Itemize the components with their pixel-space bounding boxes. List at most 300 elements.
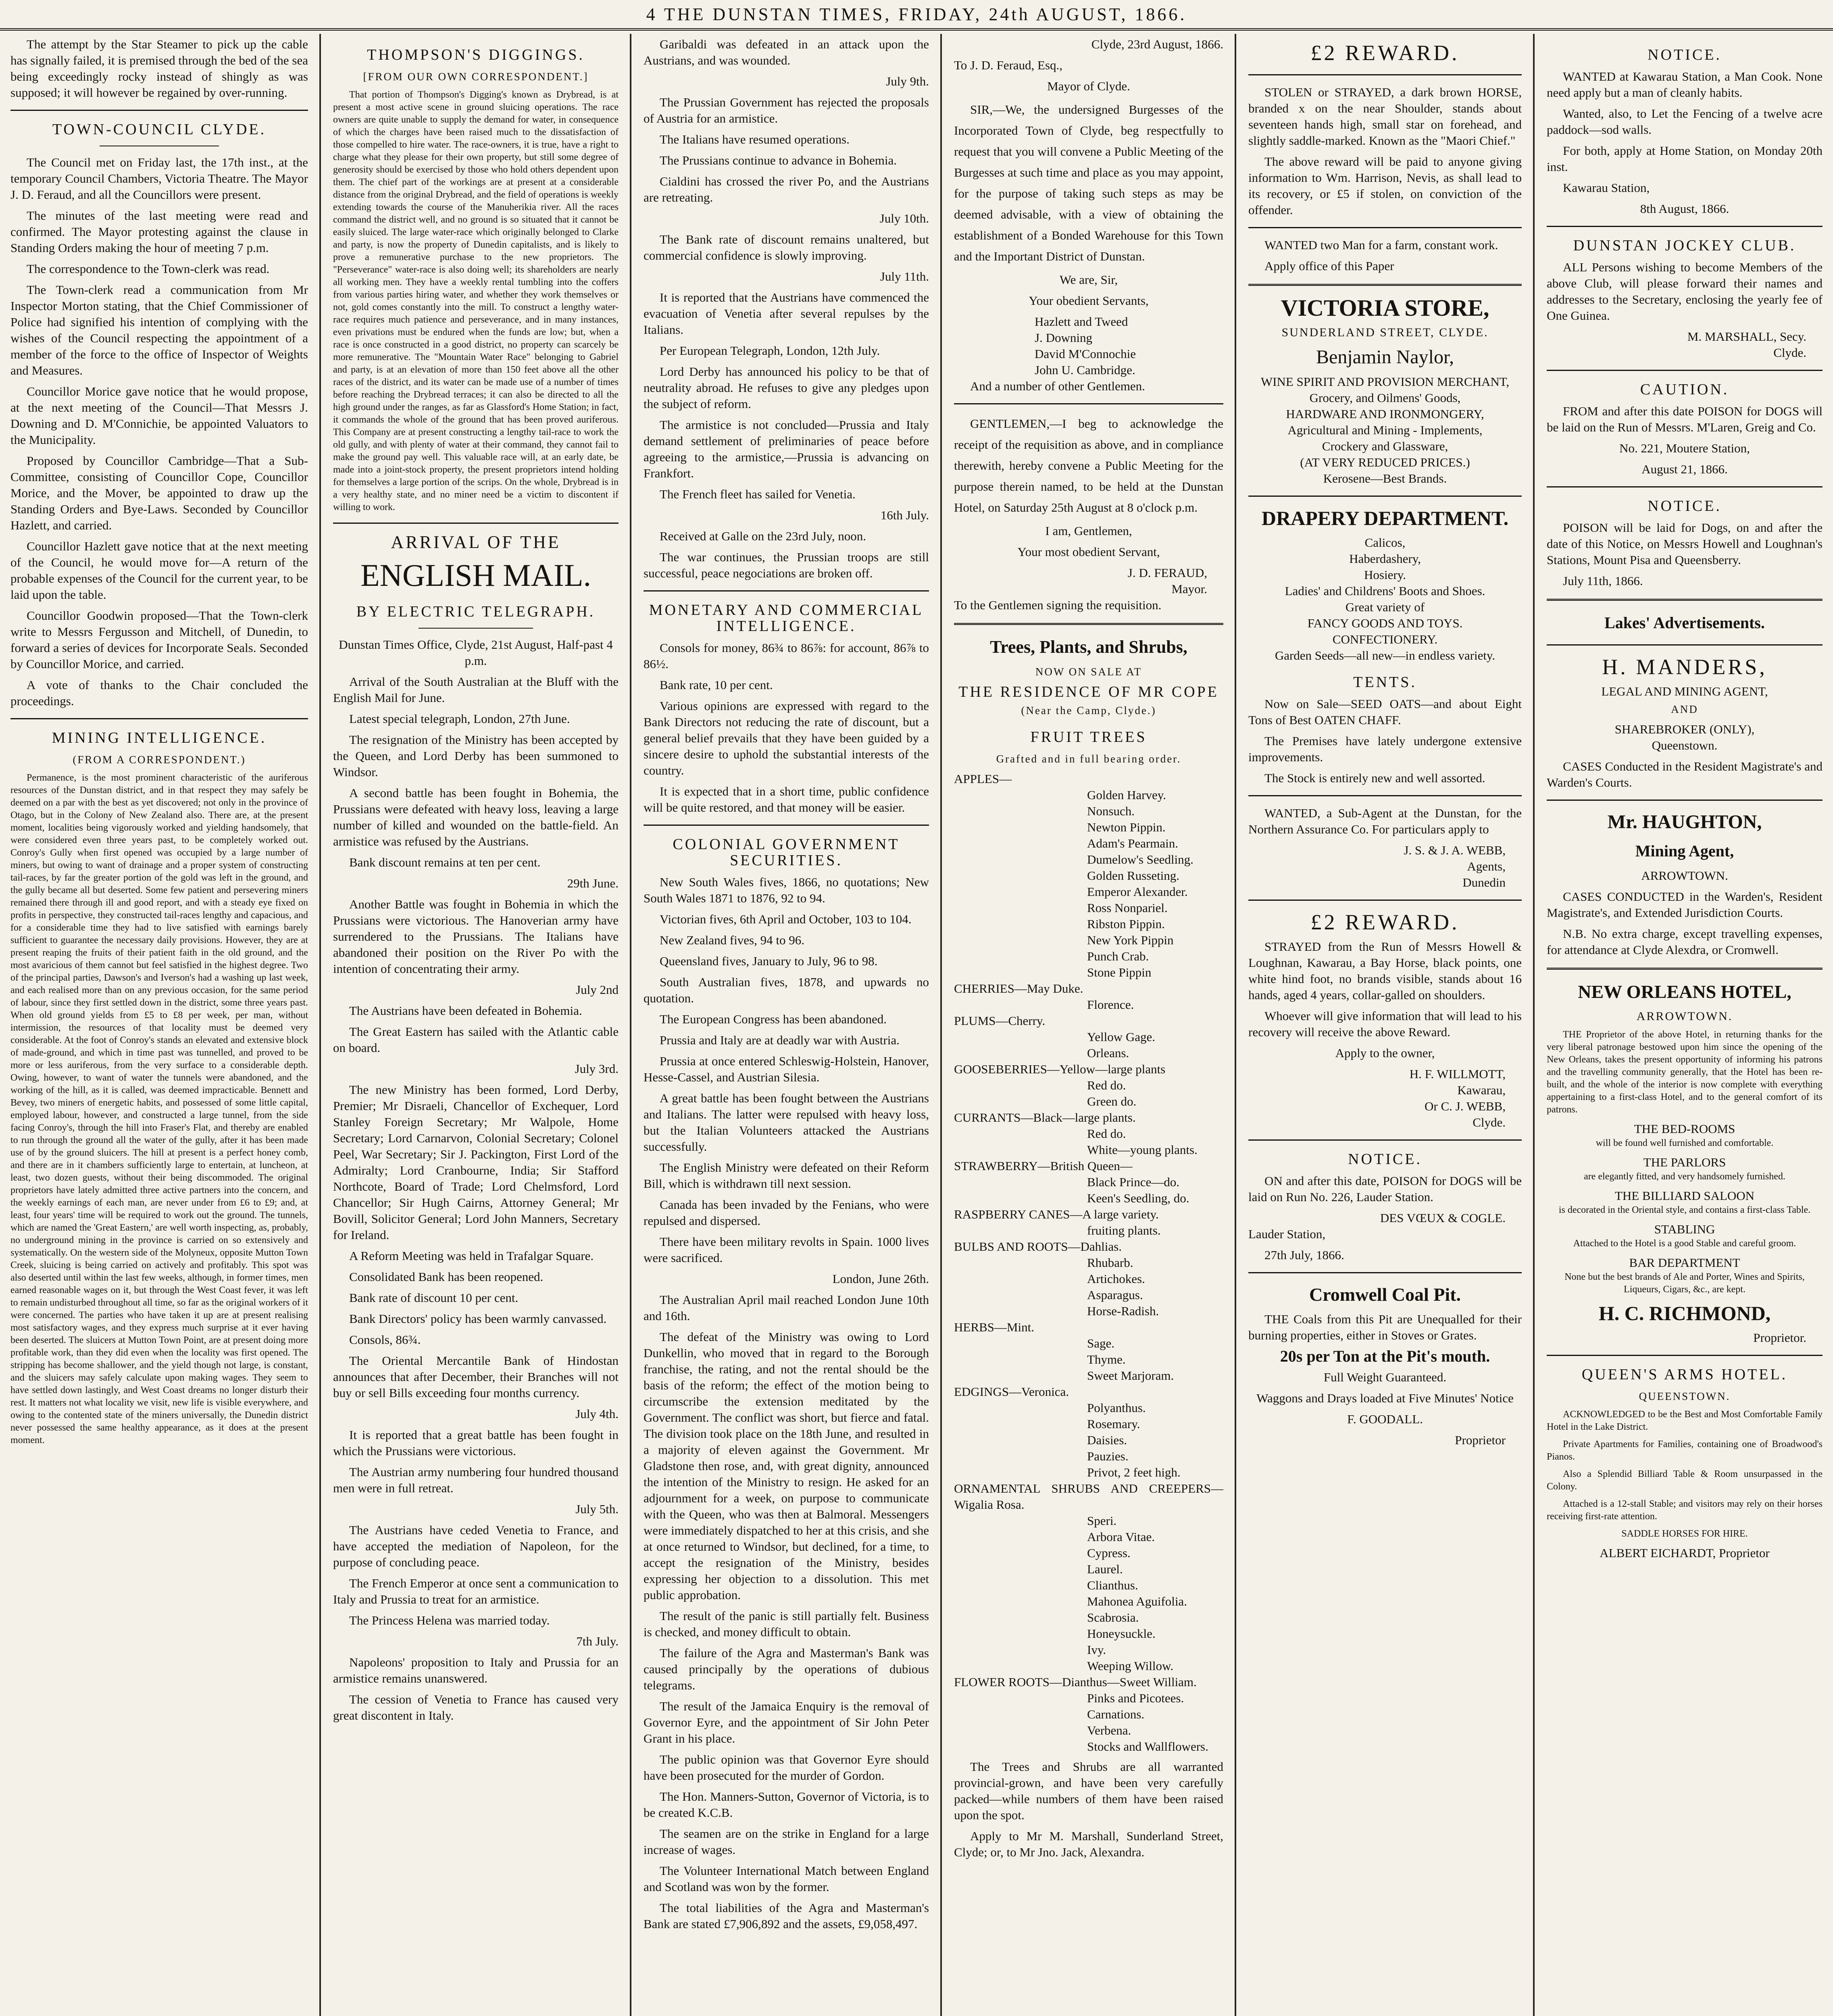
plant-line: Sage. <box>1087 1336 1115 1350</box>
trees-heading: Trees, Plants, and Shrubs, <box>990 637 1187 657</box>
council-paragraph: The minutes of the last meeting were read and confirmed. The Mayor protesting against the clause in Standing Orders making the hour of meeting 7 p.m. <box>10 208 308 255</box>
mail-paragraph: Bank discount remains at ten per cent. <box>349 855 541 869</box>
colonial-paragraph: New Zealand fives, 94 to 96. <box>660 933 804 947</box>
plant-line: CHERRIES—May Duke. <box>954 981 1083 996</box>
coal-heading: Cromwell Coal Pit. <box>1309 1284 1461 1305</box>
requisition-dateline: Clyde, 23rd August, 1866. <box>1091 37 1223 51</box>
fruit-sub: Grafted and in full bearing order. <box>996 753 1181 765</box>
mail-paragraph: The Oriental Mercantile Bank of Hindostan announces that after December, their Branches will not buy or sell Bills exceeding four months currency. <box>333 1354 619 1400</box>
requisition-signer: John U. Cambridge. <box>1035 363 1135 377</box>
plant-line: Carnations. <box>1087 1707 1145 1721</box>
wanted-farm-apply: Apply office of this Paper <box>1264 259 1394 273</box>
mail-date: 29th June. <box>567 876 619 890</box>
divider <box>954 623 1223 625</box>
divider <box>644 590 929 591</box>
richmond-name: H. C. RICHMOND, <box>1598 1302 1771 1325</box>
colonial-paragraph: The Hon. Manners-Sutton, Governor of Victoria, is to be created K.C.B. <box>644 1789 929 1820</box>
divider <box>10 110 308 111</box>
apple-item: New York Pippin <box>1087 933 1174 947</box>
plant-line: Pauzies. <box>1087 1449 1129 1463</box>
apple-item: Golden Russeting. <box>1087 868 1180 883</box>
drapery-line: Ladies' and Childrens' Boots and Shoes. <box>1285 584 1485 598</box>
apple-item: Newton Pippin. <box>1087 820 1166 834</box>
reward-paragraph: STRAYED from the Run of Messrs Howell & Loughnan, Kawarau, a Bay Horse, black points, one white hind foot, no brands visible, stands about 16 hands, aged 4 years, collar-galled on shoulders. <box>1248 939 1522 1002</box>
mail-paragraph: Bank Directors' policy has been warmly canvassed. <box>349 1312 607 1326</box>
mail-date: 7th July. <box>576 1634 619 1648</box>
drapery-line: FANCY GOODS AND TOYS. <box>1307 616 1463 630</box>
plant-line: Red do. <box>1087 1127 1126 1141</box>
council-paragraph: Councillor Hazlett gave notice that at the next meeting of the Council, he would move for—A return of the probable expenses of the Council for the current year, to be laid upon the table. <box>10 539 308 602</box>
thompson-paragraph: That portion of Thompson's Digging's known as Drybread, is at present a most active scene in ground sluicing operations. The race owners are quite unable to supply the demand for water, in consequence of which the charges have been raised much to the dissatisfaction of those compelled to hire water. The race-owners, it is true, have a right to charge what they please for their own property, but still some degree of generosity should be exercised by those who hold others dependent upon them. The chief part of the workings are at present at a considerable distance from the original Drybread, and the field of operations is weekly extending towards the course of the Manuherikia river. All the races command the district well, and no ground is so situated that it cannot be easily sluiced. The large water-race which originally belonged to Clarke and party, is now the property of Dunedin capitalists, and is likely to prove a remunerative purchase to the new proprietors. The "Perseverance" water-race is also doing well; its shareholders are nearly all working men. They have a weekly rental tumbling into the coffers from various parties hiring water, and whether they work themselves or not, gold comes constantly into the mill. To construct a lengthy water-race requires much patience and perseverance, and in many instances, even privations must be endured when the funds are low; but, when a race is once constructed in a good district, no property can scarcely be more remunerative. The "Mountain Water Race" belonging to Gabriel and party, is at an elevation of more than 150 feet above all the other races of the district, and its water can be made use of a number of times before reaching the Drybread terraces; it can also be directed to all the high ground under the ranges, as far as Glassford's Home Station; in fact, it commands the whole of the ground that has been proved auriferous. This Company are at present constructing a lengthy tail-race to work the old gully, and with plenty of water at their command, they cannot fail to make the ground pay well. This valuable race will, at an early date, be made into a joint-stock property, the present proprietors intend holding for themselves a large portion of the scrips. On the whole, Drybread is in a very healthy state, and no miner need be a victim to discontent if willing to work. <box>333 90 619 512</box>
plant-line: Daisies. <box>1087 1433 1127 1447</box>
masthead: 4 THE DUNSTAN TIMES, FRIDAY, 24th AUGUST, 1866. <box>0 0 1833 31</box>
divider <box>1547 599 1823 601</box>
plant-line: FLOWER ROOTS—Dianthus—Sweet William. <box>954 1675 1197 1689</box>
reward-paragraph: STOLEN or STRAYED, a dark brown HORSE, branded x on the near Shoulder, stands about seventeen hands high, small star on forehead, and slightly saddle-marked. Known as the "Maori Chief." <box>1248 85 1522 148</box>
plant-line: EDGINGS—Veronica. <box>954 1385 1069 1399</box>
bar-text: None but the best brands of Ale and Porter, Wines and Spirits, Liqueurs, Cigars, &c., are kept. <box>1564 1272 1805 1295</box>
plant-line: Laurel. <box>1087 1562 1123 1576</box>
des-voeux: DES VŒUX & COGLE. <box>1380 1211 1506 1225</box>
divider <box>1248 74 1522 75</box>
column-rule <box>940 34 942 2016</box>
parlors-heading: THE PARLORS <box>1643 1155 1726 1169</box>
requisition-signer: David M'Connochie <box>1035 347 1136 361</box>
thompson-subheading: [FROM OUR OWN CORRESPONDENT.] <box>363 71 589 83</box>
plant-line: RASPBERRY CANES—A large variety. <box>954 1207 1159 1221</box>
plant-line: Stocks and Wallflowers. <box>1087 1739 1208 1754</box>
lauder-date: 27th July, 1866. <box>1264 1248 1344 1262</box>
monetary-paragraph: Various opinions are expressed with regard to the Bank Directors not reducing the rate of discount, but a general belief prevails that they have been guided by a sincere desire to uphold the substantial interests of the country. <box>644 699 929 777</box>
stabling-text: Attached to the Hotel is a good Stable and careful groom. <box>1573 1238 1796 1249</box>
news-paragraph: The war continues, the Prussian troops are still successful, peace negociations are broken off. <box>644 550 929 580</box>
mail-paragraph: Arrival of the South Australian at the Bluff with the English Mail for June. <box>333 675 619 705</box>
divider <box>10 718 308 719</box>
manders-name: H. MANDERS, <box>1602 655 1767 679</box>
queenstown-label: Queenstown. <box>1652 738 1718 752</box>
plant-line: Mahonea Aguifolia. <box>1087 1594 1187 1608</box>
naylor-line: Crockery and Glassware, <box>1322 439 1448 453</box>
divider <box>1248 1272 1522 1273</box>
divider <box>1547 644 1823 646</box>
coal-proprietor: Proprietor <box>1455 1433 1506 1447</box>
apple-item: Nonsuch. <box>1087 804 1135 818</box>
moutere-date: August 21, 1866. <box>1641 462 1728 476</box>
trees-apply: Apply to Mr M. Marshall, Sunderland Street, Clyde; or, to Mr Jno. Jack, Alexandra. <box>954 1829 1223 1859</box>
queens-paragraph: ACKNOWLEDGED to be the Best and Most Comfortable Family Hotel in the Lake District. <box>1547 1409 1823 1432</box>
divider <box>644 825 929 826</box>
divider <box>1547 1355 1823 1356</box>
apple-item: Dumelow's Seedling. <box>1087 852 1194 866</box>
mining-heading: MINING INTELLIGENCE. <box>52 729 267 746</box>
apple-item: Stone Pippin <box>1087 965 1152 979</box>
apples-label: APPLES— <box>954 772 1012 786</box>
plant-line: GOOSEBERRIES—Yellow—large plants <box>954 1062 1166 1076</box>
council-paragraph: Councillor Goodwin proposed—That the Town-clerk write to Messrs Fergusson and Mitchell, of Dunedin, to forward a series of devices for Incorporate Seals. Seconded by Councillor Morice, and carried. <box>10 608 308 671</box>
divider <box>1248 900 1522 901</box>
plant-line: Yellow Gage. <box>1087 1030 1156 1044</box>
requisition-we-are: We are, Sir, <box>1059 273 1118 287</box>
mail-date: July 2nd <box>576 983 619 997</box>
mail-heading-1: ARRIVAL OF THE <box>391 532 561 552</box>
tents-line: Now on Sale—SEED OATS—and about Eight Tons of Best OATEN CHAFF. <box>1248 697 1522 727</box>
mail-paragraph: The Austrian army numbering four hundred thousand men were in full retreat. <box>333 1465 619 1495</box>
goodall: F. GOODALL. <box>1347 1412 1423 1426</box>
reward-paragraph: The above reward will be paid to anyone giving information to Wm. Harrison, Nevis, as shall lead to its recovery, or £5 if stolen, on conviction of the offender. <box>1248 154 1522 217</box>
notice-paragraph: ON and after this date, POISON for DOGS will be laid on Run No. 226, Lauder Station. <box>1248 1174 1522 1204</box>
plant-line: Red do. <box>1087 1078 1126 1092</box>
requisition-letter: SIR,—We, the undersigned Burgesses of the Incorporated Town of Clyde, beg respectfully to request that you will convene a Public Meeting of the Burgesses at such time and place as you may appoint, for the purpose of taking such steps as may be deemed advisable, with a view of obtaining the establishment of a Bonded Warehouse for this Town and the Important District of Dunstan. <box>954 102 1223 263</box>
monetary-paragraph: It is expected that in a short time, public confidence will be quite restored, and that money will be easier. <box>644 784 929 814</box>
thompson-heading: THOMPSON'S DIGGINGS. <box>367 46 585 63</box>
mail-dateline: Dunstan Times Office, Clyde, 21st August, Half-past 4 p.m. <box>339 637 613 668</box>
reward-heading-2: £2 REWARD. <box>1310 910 1460 934</box>
mail-paragraph: Another Battle was fought in Bohemia in which the Prussians were victorious. The Hanoverian army have surrendered to the Prussians. The Italians have abandoned their position on the River Po with the intention of concentrating their army. <box>333 897 619 976</box>
and-label: AND <box>1671 703 1698 715</box>
plant-line: Honeysuckle. <box>1087 1627 1156 1641</box>
mail-paragraph: The cession of Venetia to France has caused very great discontent in Italy. <box>333 1692 619 1722</box>
mail-paragraph: The Great Eastern has sailed with the Atlantic cable on board. <box>333 1025 619 1055</box>
monetary-heading: MONETARY AND COMMERCIAL INTELLIGENCE. <box>649 602 924 635</box>
moutere: No. 221, Moutere Station, <box>1619 441 1750 455</box>
council-heading: TOWN-COUNCIL CLYDE. <box>52 121 267 138</box>
plant-line: fruiting plants. <box>1087 1223 1161 1237</box>
coal-weight: Full Weight Guaranteed. <box>1323 1370 1447 1384</box>
divider <box>1547 968 1823 970</box>
new-orleans-sub: ARROWTOWN. <box>1636 1010 1733 1023</box>
mail-paragraph: The resignation of the Ministry has been accepted by the Queen, and Lord Derby has been summoned to Windsor. <box>333 733 619 779</box>
divider <box>419 628 533 629</box>
naylor-line: (AT VERY REDUCED PRICES.) <box>1300 455 1470 469</box>
mail-paragraph: Consolidated Bank has been reopened. <box>349 1270 544 1284</box>
plant-line: Scabrosia. <box>1087 1610 1139 1624</box>
naylor-line: Kerosene—Best Brands. <box>1323 471 1447 485</box>
news-paragraph: The armistice is not concluded—Prussia and Italy demand settlement of preliminaries of peace before agreeing to the armistice,—Prussia is advancing on Frankfort. <box>644 418 929 480</box>
council-paragraph: Councillor Morice gave notice that he would propose, at the next meeting of the Council—That Messrs J. Downing and D. M'Connichie, be appointed Valuators to the Municipality. <box>10 384 308 447</box>
colonial-heading: COLONIAL GOVERNMENT SECURITIES. <box>673 836 900 869</box>
apple-item: Ross Nonpariel. <box>1087 901 1168 915</box>
notice-date: July 11th, 1866. <box>1563 574 1643 588</box>
council-paragraph: The Council met on Friday last, the 17th inst., at the temporary Council Chambers, Victoria Theatre. The Mayor J. D. Feraud, and all the Councillors were present. <box>10 155 308 202</box>
divider <box>1248 284 1522 286</box>
news-paragraph: Received at Galle on the 23rd July, noon. <box>660 529 866 543</box>
plant-line: PLUMS—Cherry. <box>954 1014 1046 1028</box>
colonial-paragraph: Prussia and Italy are at deadly war with Austria. <box>660 1033 900 1047</box>
victoria-store-sub: SUNDERLAND STREET, CLYDE. <box>1281 326 1489 339</box>
news-paragraph: The Prussians continue to advance in Bohemia. <box>660 153 897 167</box>
cases-paragraph: CASES Conducted in the Resident Magistrate's and Warden's Courts. <box>1547 759 1823 789</box>
plant-line: STRAWBERRY—British Queen— <box>954 1159 1133 1173</box>
plant-line: BULBS AND ROOTS—Dahlias. <box>954 1239 1122 1254</box>
plant-line: Horse-Radish. <box>1087 1304 1159 1318</box>
column-5 <box>1238 36 1532 2016</box>
plant-line: Thyme. <box>1087 1352 1126 1366</box>
jockey-paragraph: ALL Persons wishing to become Members of the above Club, will please forward their names and addresses to the Secretary, enclosing the yearly fee of One Guinea. <box>1547 260 1823 323</box>
mail-date: July 3rd. <box>575 1062 619 1076</box>
column-rule <box>1533 34 1535 2016</box>
colonial-paragraph: The Volunteer International Match between England and Scotland was won by the former. <box>644 1864 929 1894</box>
plant-line: Privot, 2 feet high. <box>1087 1465 1181 1479</box>
trees-sub: NOW ON SALE AT <box>1035 666 1142 678</box>
willmott: H. F. WILLMOTT, <box>1409 1067 1506 1081</box>
column-rule <box>1235 34 1236 2016</box>
column-4 <box>944 36 1234 2016</box>
apple-item: Ribston Pippin. <box>1087 917 1165 931</box>
plant-line: White—young plants. <box>1087 1143 1198 1157</box>
council-paragraph: The Town-clerk read a communication from Mr Inspector Morton stating, that the Chief Commissioner of Police had signified his intention of complying with the wishes of the Council respecting the appointment of a member of the force to the office of Inspector of Weights and Measures. <box>10 283 308 377</box>
colonial-paragraph: New South Wales fives, 1866, no quotations; New South Wales 1871 to 1876, 92 to 94. <box>644 875 929 905</box>
plant-line: Clianthus. <box>1087 1578 1138 1592</box>
apple-item: Adam's Pearmain. <box>1087 836 1178 850</box>
requisition-signer: Hazlett and Tweed <box>1035 314 1128 329</box>
colonial-paragraph: Prussia at once entered Schleswig-Holstein, Hanover, Hesse-Cassel, and Austrian Silesia. <box>644 1054 929 1084</box>
plant-line: Speri. <box>1087 1514 1117 1528</box>
victoria-store-heading: VICTORIA STORE, <box>1281 295 1489 321</box>
reply-mayor: Mayor. <box>1171 582 1207 596</box>
kawarau-label: Kawarau, <box>1457 1083 1506 1097</box>
manders-sub: LEGAL AND MINING AGENT, <box>1601 684 1768 698</box>
cable-paragraph: The attempt by the Star Steamer to pick up the cable has signally failed, it is premised through the bed of the sea being exceedingly rocky instead of shingly as was supposed; it will however be regained by over-running. <box>10 37 308 100</box>
notice-paragraph: POISON will be laid for Dogs, on and after the date of this Notice, on Messrs Howell and Loughnan's Stations, Mount Pisa and Queensberry. <box>1547 521 1823 567</box>
fruit-list <box>954 771 1223 1755</box>
naylor-line: WINE SPIRIT AND PROVISION MERCHANT, <box>1260 375 1510 389</box>
plant-line: Green do. <box>1087 1094 1137 1108</box>
fruit-heading: FRUIT TREES <box>1030 729 1147 746</box>
news-date: 16th July. <box>880 508 929 522</box>
colonial-paragraph: The English Ministry were defeated on their Reform Bill, which is withdrawn till next session. <box>644 1160 929 1191</box>
queens-paragraph: Also a Splendid Billiard Table & Room unsurpassed in the Colony. <box>1547 1469 1823 1492</box>
reply-signature: J. D. FERAUD, <box>1127 566 1207 580</box>
webb-agents: J. S. & J. A. WEBB, <box>1404 843 1506 857</box>
news-paragraph: Per European Telegraph, London, 12th July. <box>660 344 880 358</box>
reward-heading: £2 REWARD. <box>1310 41 1460 65</box>
mayor-reply: GENTLEMEN,—I beg to acknowledge the receipt of the requisition as above, and in compliance therewith, hereby convene a Public Meeting for the purpose therein named, to be held at the Dunstan Hotel, on Saturday 25th August at 8 o'clock p.m. <box>954 417 1223 514</box>
coal-price: 20s per Ton at the Pit's mouth. <box>1280 1347 1490 1365</box>
coal-wagons: Waggons and Drays loaded at Five Minutes' Notice <box>1256 1391 1514 1405</box>
plant-line: Ivy. <box>1087 1643 1106 1657</box>
tents-heading: TENTS. <box>1353 674 1417 691</box>
naylor-line: Grocery, and Oilmens' Goods, <box>1309 391 1461 405</box>
plant-line: Rhubarb. <box>1087 1256 1133 1270</box>
tents-line: The Stock is entirely new and well assorted. <box>1264 771 1485 785</box>
news-paragraph: Lord Derby has announced his policy to be that of neutrality abroad. He refuses to give any pledges upon the subject of reform. <box>644 364 929 411</box>
plant-line: Polyanthus. <box>1087 1401 1146 1415</box>
divider <box>1248 227 1522 228</box>
caution-heading: CAUTION. <box>1640 381 1729 398</box>
caution-paragraph: FROM and after this date POISON for DOGS will be laid on the Run of Messrs. M'Laren, Greig and Co. <box>1547 404 1823 434</box>
colonial-paragraph: The public opinion was that Governor Eyre should have been prosecuted for the murder of Gordon. <box>644 1752 929 1783</box>
plant-line: Florence. <box>1087 998 1134 1012</box>
colonial-paragraph: The total liabilities of the Agra and Masterman's Bank are stated £7,906,892 and the assets, £9,058,497. <box>644 1901 929 1931</box>
arrowtown-label: ARROWTOWN. <box>1641 868 1728 883</box>
plant-line: Arbora Vitae. <box>1087 1530 1155 1544</box>
mail-paragraph: A second battle has been fought in Bohemia, the Prussians were defeated with heavy loss, leaving a large number of killed and wounded on the battle-field. An armistice was refused by the Austrians. <box>333 786 619 848</box>
trees-near: (Near the Camp, Clyde.) <box>1021 704 1156 716</box>
drapery-line: Calicos, <box>1364 535 1406 550</box>
dunedin-label: Dunedin <box>1462 875 1506 889</box>
plant-line: Rosemary. <box>1087 1417 1140 1431</box>
divider <box>1547 486 1823 487</box>
divider <box>1248 496 1522 497</box>
wanted-agent: WANTED, a Sub-Agent at the Dunstan, for the Northern Assurance Co. For particulars apply to <box>1248 806 1522 836</box>
notice-paragraph: WANTED at Kawarau Station, a Man Cook. None need apply but a man of cleanly habits. <box>1547 69 1823 100</box>
plant-line: CURRANTS—Black—large plants. <box>954 1110 1136 1125</box>
news-paragraph: The Italians have resumed operations. <box>660 132 850 146</box>
colonial-paragraph: There have been military revolts in Spain. 1000 lives were sacrificed. <box>644 1235 929 1265</box>
column-3 <box>633 36 939 2016</box>
drapery-line: Great variety of <box>1345 600 1425 614</box>
plant-line: Cypress. <box>1087 1546 1131 1560</box>
plant-line: HERBS—Mint. <box>954 1320 1034 1334</box>
new-orleans-paragraph: THE Proprietor of the above Hotel, in returning thanks for the very liberal patronage bestowed upon him since the opening of the New Orleans, takes the present opportunity of informing his patrons and the travelling community generally, that the Hotel has been re-built, and the whole of the interior is now complete with everything appertaining to a first-class Hotel, and to the general comfort of its patrons. <box>1547 1029 1823 1115</box>
mail-date: July 4th. <box>575 1407 619 1421</box>
or-webb: Or C. J. WEBB, <box>1425 1099 1506 1113</box>
lakes-heading: Lakes' Advertisements. <box>1604 614 1765 632</box>
billiard-heading: THE BILLIARD SALOON <box>1614 1189 1755 1203</box>
news-date: July 11th. <box>880 269 929 283</box>
haughton-name: Mr. HAUGHTON, <box>1607 811 1762 833</box>
naylor-line: HARDWARE AND IRONMONGERY, <box>1286 407 1484 421</box>
clyde-label: Clyde. <box>1773 346 1806 360</box>
drapery-line: Hosiery. <box>1364 568 1406 582</box>
reply-obedient: Your most obedient Servant, <box>1017 545 1160 559</box>
mining-paragraph: Permanence, is the most prominent characteristic of the auriferous resources of the Dunstan district, and in that respect they may safely be deemed on a par with the best as yet discovered; not only in the province of Otago, but in the Colony of New Zealand also. There are, at the present moment, localities being vigorously worked and yielding handsomely, that were considered even three years past, to be completely worked out. Conroy's Gully when first opened was occupied by a large number of miners, but owing to want of drainage and a proper system of constructing tail-races, by far the greater portion of the gold was left in the ground, and the gully became all but deserted. Some few patient and persevering miners remained there through ill and good report, and with a steady eye fixed on profits in perspective, they constructed tail-races lengthy and capacious, and for a considerable time they had to live satisfied with earnings barely sufficient to guarantee the necessary daily provisions. However, they are at present reaping the fruits of their patient faith in the old ground, and the most avaricious of them cannot but feel satisfied in the highest degree. Two of the principal parties, Dawson's and Iverson's had a washing up last week, and each realised more than on any previous occasion, for the same period of labour, since they first settled down in the district, some three years past. When old ground yields from £5 to £8 per week, per man, without intermission, the resources of that locality must be deemed very considerable. At the foot of Conroy's stands an elevated and extensive block of made-ground, and which in time past was tunnelled, and proved to be more or less auriferous, from the very surface to a considerable depth. Owing, however, to want of water the tunnels were abandoned, and the working of the hill, as it is called, was deemed impracticable. Bennett and Bevey, two miners of energetic habits, and possessed of some little capital, employed labour, however, and constructed a large tunnel, from the side facing Conroy's, through the hill into Fraser's Flat, and thereby are enabled to run through the ground all the water of the gully, after it has been made use of by the ground sluicers. The hill at present is a perfect honey comb, and there are in it chambers sufficiently large to entertain, at luncheon, at least, two dozen guests, without their being discommoded. The original proprietors have lately admitted three active partners into the concern, and the weekly earnings of each man, are never under from £6 to £9; and, at least, four years' time will be required to work out the ground. The tunnels, which are named the 'Great Eastern,' are well worth inspecting, as, probably, no underground mining in the province is carried on so extensively and systematically. On the western side of the Molyneux, opposite Mutton Town Creek, sluicing is being carried on actively and profitably. This spot was also deserted until within the last few weeks, although, in former times, men earned reasonable wages on it, but through the West Coast fever, it was left to remain undisturbed throughout all time, so far as the original workers of it were concerned. The parties who have taken it up are at present realising most satisfactory wages, and they express much surprise at it ever having been deserted. The sluicers at Mutton Town Point, are at present doing more profitable work, than they did even when the locality was first opened. The stripping has become shallower, and the yield though not large, is constant, and the sluicers may safely calculate upon making wages. They seem to have settled down lastingly, and West Coast dreams no longer disturb their rest. It matters not what locality we visit, new life is visible everywhere, and owing to the contented state of the miners universally, the Dunedin district never possessed the same healthy appearance, as it does at the present moment. <box>10 773 308 1445</box>
new-orleans-heading: NEW ORLEANS HOTEL, <box>1578 981 1791 1002</box>
sharebroker: SHAREBROKER (ONLY), <box>1614 722 1755 736</box>
divider <box>333 523 619 524</box>
colonial-paragraph: The result of the Jamaica Enquiry is the removal of Governor Eyre, and the appointment of Sir John Peter Grant in his place. <box>644 1699 929 1745</box>
requisition-obedient: Your obedient Servants, <box>1029 294 1149 308</box>
divider <box>1248 795 1522 796</box>
colonial-paragraph: South Australian fives, 1878, and upwards no quotation. <box>644 975 929 1005</box>
bedrooms-heading: THE BED-ROOMS <box>1634 1122 1735 1136</box>
notice-heading: NOTICE. <box>1648 46 1722 63</box>
notice-paragraph: Wanted, also, to Let the Fencing of a twelve acre paddock—sod walls. <box>1547 106 1823 137</box>
requisition-to: To J. D. Feraud, Esq., <box>954 58 1063 72</box>
mail-paragraph: Latest special telegraph, London, 27th June. <box>349 712 570 726</box>
plant-line: Orleans. <box>1087 1046 1129 1060</box>
news-paragraph: The Bank rate of discount remains unaltered, but commercial confidence is slowly improving. <box>644 232 929 262</box>
drapery-line: CONFECTIONERY. <box>1332 632 1438 646</box>
plant-line: Asparagus. <box>1087 1288 1143 1302</box>
wanted-farm: WANTED two Man for a farm, constant work. <box>1264 238 1498 252</box>
jockey-heading: DUNSTAN JOCKEY CLUB. <box>1573 237 1796 254</box>
notice-heading: NOTICE. <box>1348 1151 1422 1168</box>
colonial-paragraph: A great battle has been fought between the Austrians and Italians. The latter were repulsed with heavy loss, but the Italian Volunteers attacked the Austrians successfully. <box>644 1091 929 1154</box>
colonial-paragraph: The European Congress has been abandoned. <box>660 1012 887 1026</box>
colonial-paragraph: The failure of the Agra and Masterman's Bank was caused principally by the operations of dubious telegrams. <box>644 1646 929 1692</box>
divider <box>1547 800 1823 801</box>
divider <box>1547 370 1823 371</box>
apple-item: Golden Harvey. <box>1087 788 1166 802</box>
apply-owner: Apply to the owner, <box>1335 1046 1435 1060</box>
plant-line: Black Prince—do. <box>1087 1175 1180 1189</box>
eichardt: ALBERT EICHARDT, Proprietor <box>1600 1546 1770 1560</box>
reward-paragraph: Whoever will give information that will lead to his recovery will receive the above Reward. <box>1248 1009 1522 1039</box>
drapery-heading: DRAPERY DEPARTMENT. <box>1261 507 1509 529</box>
queens-paragraph: Private Apartments for Families, containing one of Broadwood's Pianos. <box>1547 1439 1823 1462</box>
column-6 <box>1536 36 1833 2016</box>
requisition-signer: J. Downing <box>1035 331 1092 345</box>
mail-paragraph: The Austrians have been defeated in Bohemia. <box>349 1004 582 1018</box>
column-rule <box>319 34 321 2016</box>
parlors-text: are elegantly fitted, and very handsomely furnished. <box>1584 1171 1785 1182</box>
stabling-heading: STABLING <box>1654 1222 1715 1236</box>
marshall: M. MARSHALL, Secy. <box>1687 329 1806 344</box>
drapery-line: Haberdashery, <box>1349 552 1421 566</box>
kawarau-station: Kawarau Station, <box>1563 181 1650 195</box>
billiard-text: is decorated in the Oriental style, and contains a first-class Table. <box>1558 1205 1811 1215</box>
nb-paragraph: N.B. No extra charge, except travelling expenses, for attendance at Clyde Alexdra, or Cromwell. <box>1547 927 1823 957</box>
news-paragraph: The Prussian Government has rejected the proposals of Austria for an armistice. <box>644 95 929 125</box>
apple-item: Emperor Alexander. <box>1087 885 1188 899</box>
richmond-proprietor: Proprietor. <box>1753 1331 1806 1345</box>
coal-paragraph: THE Coals from this Pit are Unequalled for their burning properties, either in Stoves or Grates. <box>1248 1312 1522 1342</box>
mining-agent-label: Mining Agent, <box>1635 842 1734 860</box>
queens-arms-sub: QUEENSTOWN. <box>1639 1390 1731 1402</box>
clyde-label: Clyde. <box>1473 1115 1506 1129</box>
bedrooms-text: will be found well furnished and comfortable. <box>1596 1138 1774 1148</box>
colonial-paragraph: The defeat of the Ministry was owing to Lord Dunkellin, who moved that in regard to the Borough franchise, the rating, and not the rental should be the basis of the reform; the effect of the motion being to circumscribe the extension meditated by the Government. The conflict was short, but fierce and fatal. The division took place on the 18th June, and resulted in a majority of eleven against the Government. Mr Gladstone then rose, and, with great dignity, announced the intention of the Ministry to resign. He asked for an adjournment for a week, on purpose to communicate with the Queen, who was then at Balmoral. Messengers were immediately dispatched to her at this crisis, and she at once returned to Windsor, but declined, for a time, to accept the resignation of the Ministry, besides expressing her objection to a dissolution. This met public approbation. <box>644 1330 929 1602</box>
plant-line: Artichokes. <box>1087 1272 1145 1286</box>
mail-paragraph: The new Ministry has been formed, Lord Derby, Premier; Mr Disraeli, Chancellor of Exchequer, Lord Stanley Foreign Secretary; Mr Walpole, Home Secretary; Lord Carnarvon, Colonial Secretary; Colonel Peel, War Secretary; Sir J. Packington, First Lord of the Admiralty; Lord Cranbourne, India; Sir Stafford Northcote, Board of Trade; Lord Chelmsford, Lord Chancellor; Sir Hugh Cairns, Attorney General; Mr Bovill, Solicitor General; Lord John Manners, Secretary for Ireland. <box>333 1083 619 1242</box>
divider <box>954 403 1223 404</box>
colonial-paragraph: Canada has been invaded by the Fenians, who were repulsed and dispersed. <box>644 1198 929 1228</box>
council-paragraph: The correspondence to the Town-clerk was read. <box>27 262 270 276</box>
colonial-date: London, June 26th. <box>832 1272 929 1286</box>
colonial-paragraph: Queensland fives, January to July, 96 to 98. <box>660 954 878 968</box>
mail-heading-2: ENGLISH MAIL. <box>360 558 591 593</box>
news-paragraph: The French fleet has sailed for Venetia. <box>660 487 856 501</box>
news-date: July 9th. <box>886 74 929 88</box>
saddle-horses: SADDLE HORSES FOR HIRE. <box>1621 1529 1748 1539</box>
tents-line: The Premises have lately undergone extensive improvements. <box>1248 734 1522 764</box>
plant-line: Keen's Seedling, do. <box>1087 1191 1189 1205</box>
mail-paragraph: It is reported that a great battle has been fought in which the Prussians were victorious. <box>333 1428 619 1458</box>
reply-to-gentlemen: To the Gentlemen signing the requisition. <box>954 598 1162 612</box>
column-2 <box>323 36 629 2016</box>
mail-paragraph: The Princess Helena was married today. <box>349 1613 550 1627</box>
mail-date: July 5th. <box>575 1502 619 1516</box>
mail-subheading: BY ELECTRIC TELEGRAPH. <box>356 603 596 620</box>
mail-paragraph: The French Emperor at once sent a communication to Italy and Prussia to treat for an armistice. <box>333 1576 619 1606</box>
divider <box>1248 1139 1522 1141</box>
lauder-station: Lauder Station, <box>1248 1227 1326 1241</box>
colonial-paragraph: The seamen are on the strike in England for a large increase of wages. <box>644 1826 929 1857</box>
monetary-paragraph: Bank rate, 10 per cent. <box>660 678 773 692</box>
plant-line: Verbena. <box>1087 1723 1131 1737</box>
apple-item: Punch Crab. <box>1087 949 1149 963</box>
mail-paragraph: Consols, 86¾. <box>349 1333 421 1347</box>
plant-line: Pinks and Picotees. <box>1087 1691 1184 1705</box>
plant-line: Weeping Willow. <box>1087 1659 1174 1673</box>
council-paragraph: Proposed by Councillor Cambridge—That a Sub-Committee, consisting of Councillor Cope, Councillor Morice, and the Mover, be appointed to draw up the Standing Orders and Bye-Laws. Seconded by Councillor Hazlett, and carried. <box>10 454 308 532</box>
mail-paragraph: The Austrians have ceded Venetia to France, and have accepted the mediation of Napoleon, for the purpose of concluding peace. <box>333 1523 619 1569</box>
kawarau-date: 8th August, 1866. <box>1640 202 1729 216</box>
divider <box>1547 226 1823 227</box>
plant-line: Sweet Marjoram. <box>1087 1368 1174 1383</box>
column-1 <box>0 36 319 2016</box>
queens-arms-heading: QUEEN'S ARMS HOTEL. <box>1581 1366 1788 1383</box>
monetary-paragraph: Consols for money, 86¾ to 86⅞: for account, 86⅞ to 86½. <box>644 641 929 671</box>
colonial-paragraph: The result of the panic is still partially felt. Business is checked, and money difficult to obtain. <box>644 1609 929 1639</box>
trees-place: THE RESIDENCE OF MR COPE <box>958 683 1219 700</box>
reply-i-am: I am, Gentlemen, <box>1045 524 1132 538</box>
council-paragraph: A vote of thanks to the Chair concluded the proceedings. <box>10 678 308 708</box>
news-date: July 10th. <box>879 211 929 225</box>
news-paragraph: Garibaldi was defeated in an attack upon the Austrians, and was wounded. <box>644 37 929 67</box>
requisition-others: And a number of other Gentlemen. <box>970 379 1145 393</box>
